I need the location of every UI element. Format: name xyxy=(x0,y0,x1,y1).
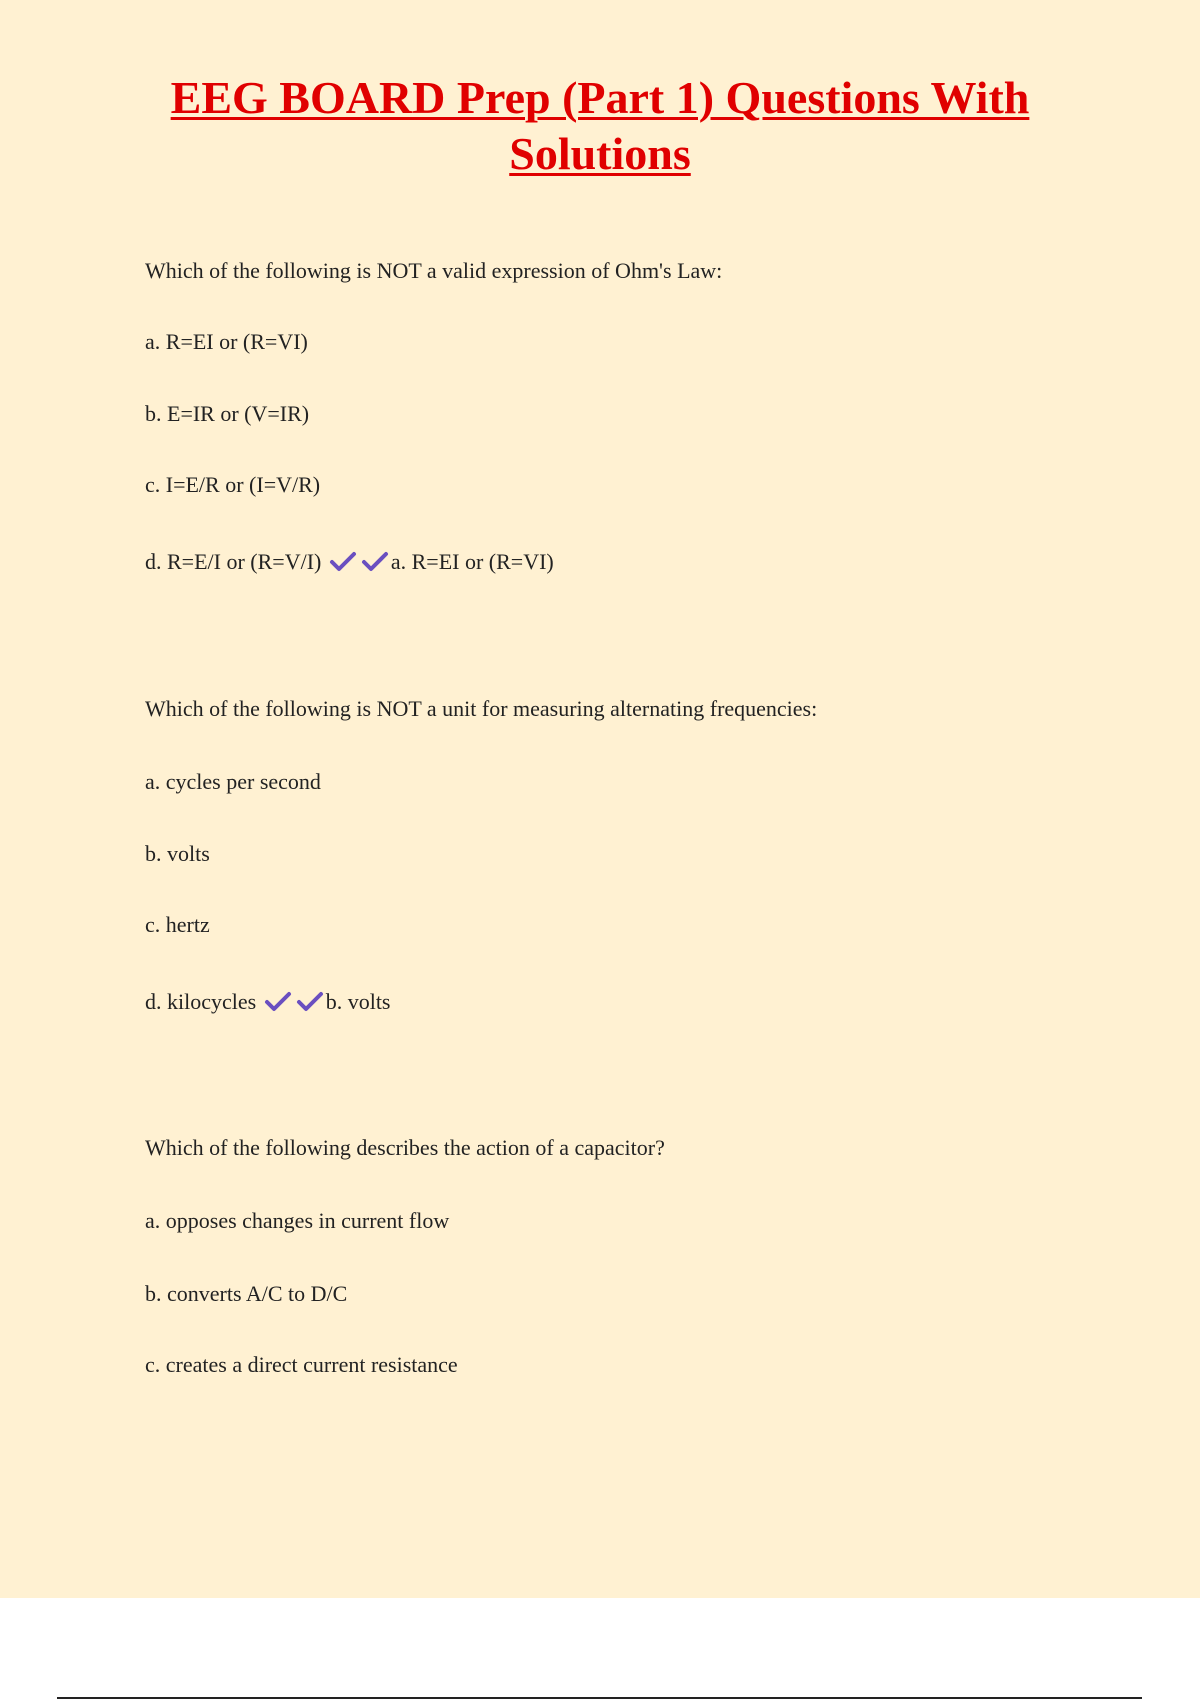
question-1-option-b: b. E=IR or (V=IR) xyxy=(145,401,310,426)
checkmark-icon xyxy=(361,551,389,573)
question-2-option-a: a. cycles per second xyxy=(145,769,321,794)
question-3-prompt: Which of the following describes the action of a capacitor? xyxy=(145,1135,665,1160)
checkmark-icon xyxy=(329,551,357,573)
question-1-option-d: d. R=E/I or (R=V/I) xyxy=(145,549,322,574)
question-3-option-a: a. opposes changes in current flow xyxy=(145,1208,450,1233)
question-2-option-d-row xyxy=(145,988,391,1016)
document-title xyxy=(0,70,1200,182)
question-2-option-c: c. hertz xyxy=(145,912,210,937)
question-2-option-b: b. volts xyxy=(145,841,210,866)
checkmark-icon xyxy=(296,991,324,1013)
title-line-1: EEG BOARD Prep (Part 1) Questions With xyxy=(170,72,1030,123)
question-1-answer: a. R=EI or (R=VI) xyxy=(390,549,554,574)
question-2-answer: b. volts xyxy=(325,989,391,1014)
question-1-prompt: Which of the following is NOT a valid expression of Ohm's Law: xyxy=(145,258,723,283)
footer-divider xyxy=(57,1697,1142,1699)
question-1-option-a: a. R=EI or (R=VI) xyxy=(145,329,308,354)
question-3-option-c: c. creates a direct current resistance xyxy=(145,1352,458,1377)
question-2-prompt: Which of the following is NOT a unit for measuring alternating frequencies: xyxy=(145,696,818,721)
question-1-option-c: c. I=E/R or (I=V/R) xyxy=(145,472,321,497)
checkmark-icon xyxy=(264,991,292,1013)
question-2-option-d: d. kilocycles xyxy=(145,989,257,1014)
question-3-option-b: b. converts A/C to D/C xyxy=(145,1281,348,1306)
question-1-option-d-row xyxy=(145,548,554,576)
title-line-2: Solutions xyxy=(509,128,691,179)
